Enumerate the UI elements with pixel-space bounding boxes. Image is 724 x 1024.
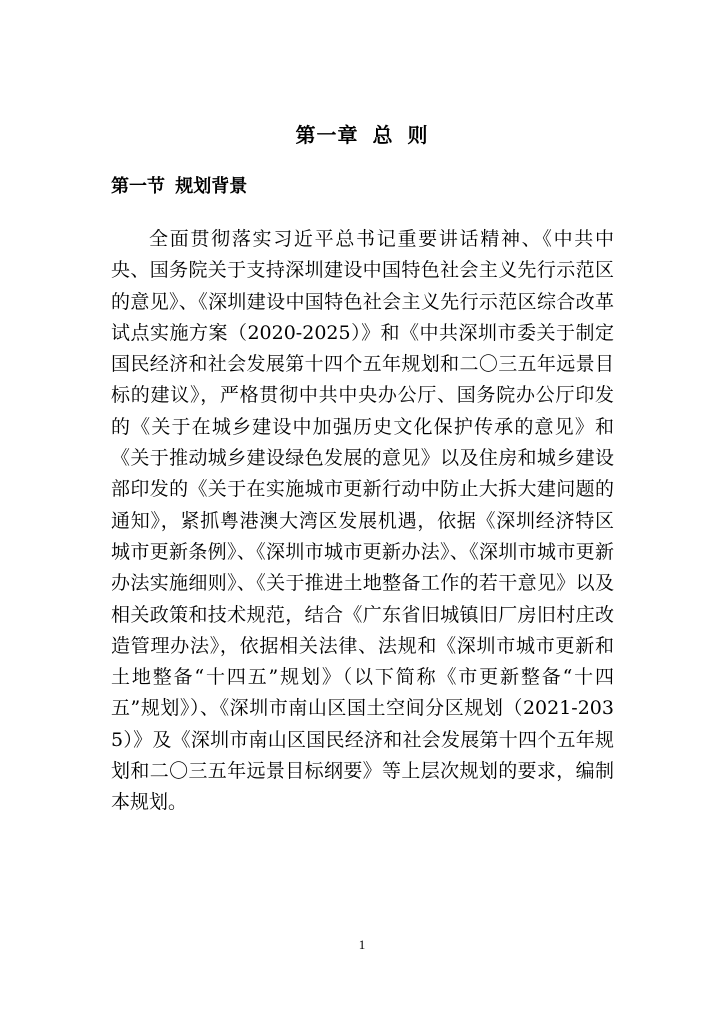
section-title: 第一节 规划背景 [111,176,248,197]
body-paragraph: 全面贯彻落实习近平总书记重要讲话精神、《中共中央、国务院关于支持深圳建设中国特色社会主义先行示范区的意见》、《深圳建设中国特色社会主义先行示范区综合改革试点实施方案（2020-2025）》和《中共深圳市委关于制定国民经济和社会发展第十四个五年规划和二〇三五年远景目标的建议》，严格贯彻中共中央办公厅、国务院办公厅印发的《关于在城乡建设中加强历史文化保护传承的意见》和《关于推动城乡建设绿色发展的意见》以及住房和城乡建设部印发的《关于在实施城市更新行动中防止大拆大建问题的通知》，紧抓粤港澳大湾区发展机遇，依据《深圳经济特区城市更新条例》、《深圳市城市更新办法》、《深圳市城市更新办法实施细则》、《关于推进土地整备工作的若干意见》以及相关政策和技术规范，结合《广东省旧城镇旧厂房旧村庄改造管理办法》，依据相关法律、法规和《深圳市城市更新和土地整备“十四五”规划》（以下简称《市更新整备“十四五”规划》）、《深圳市南山区国土空间分区规划（2021-2035）》及《深圳市南山区国民经济和社会发展第十四个五年规划和二〇三五年远景目标纲要》等上层次规划的要求，编制本规划。 [111,228,614,814]
page-number: 1 [358,937,366,952]
chapter-title: 第一章 总 则 [295,123,429,147]
